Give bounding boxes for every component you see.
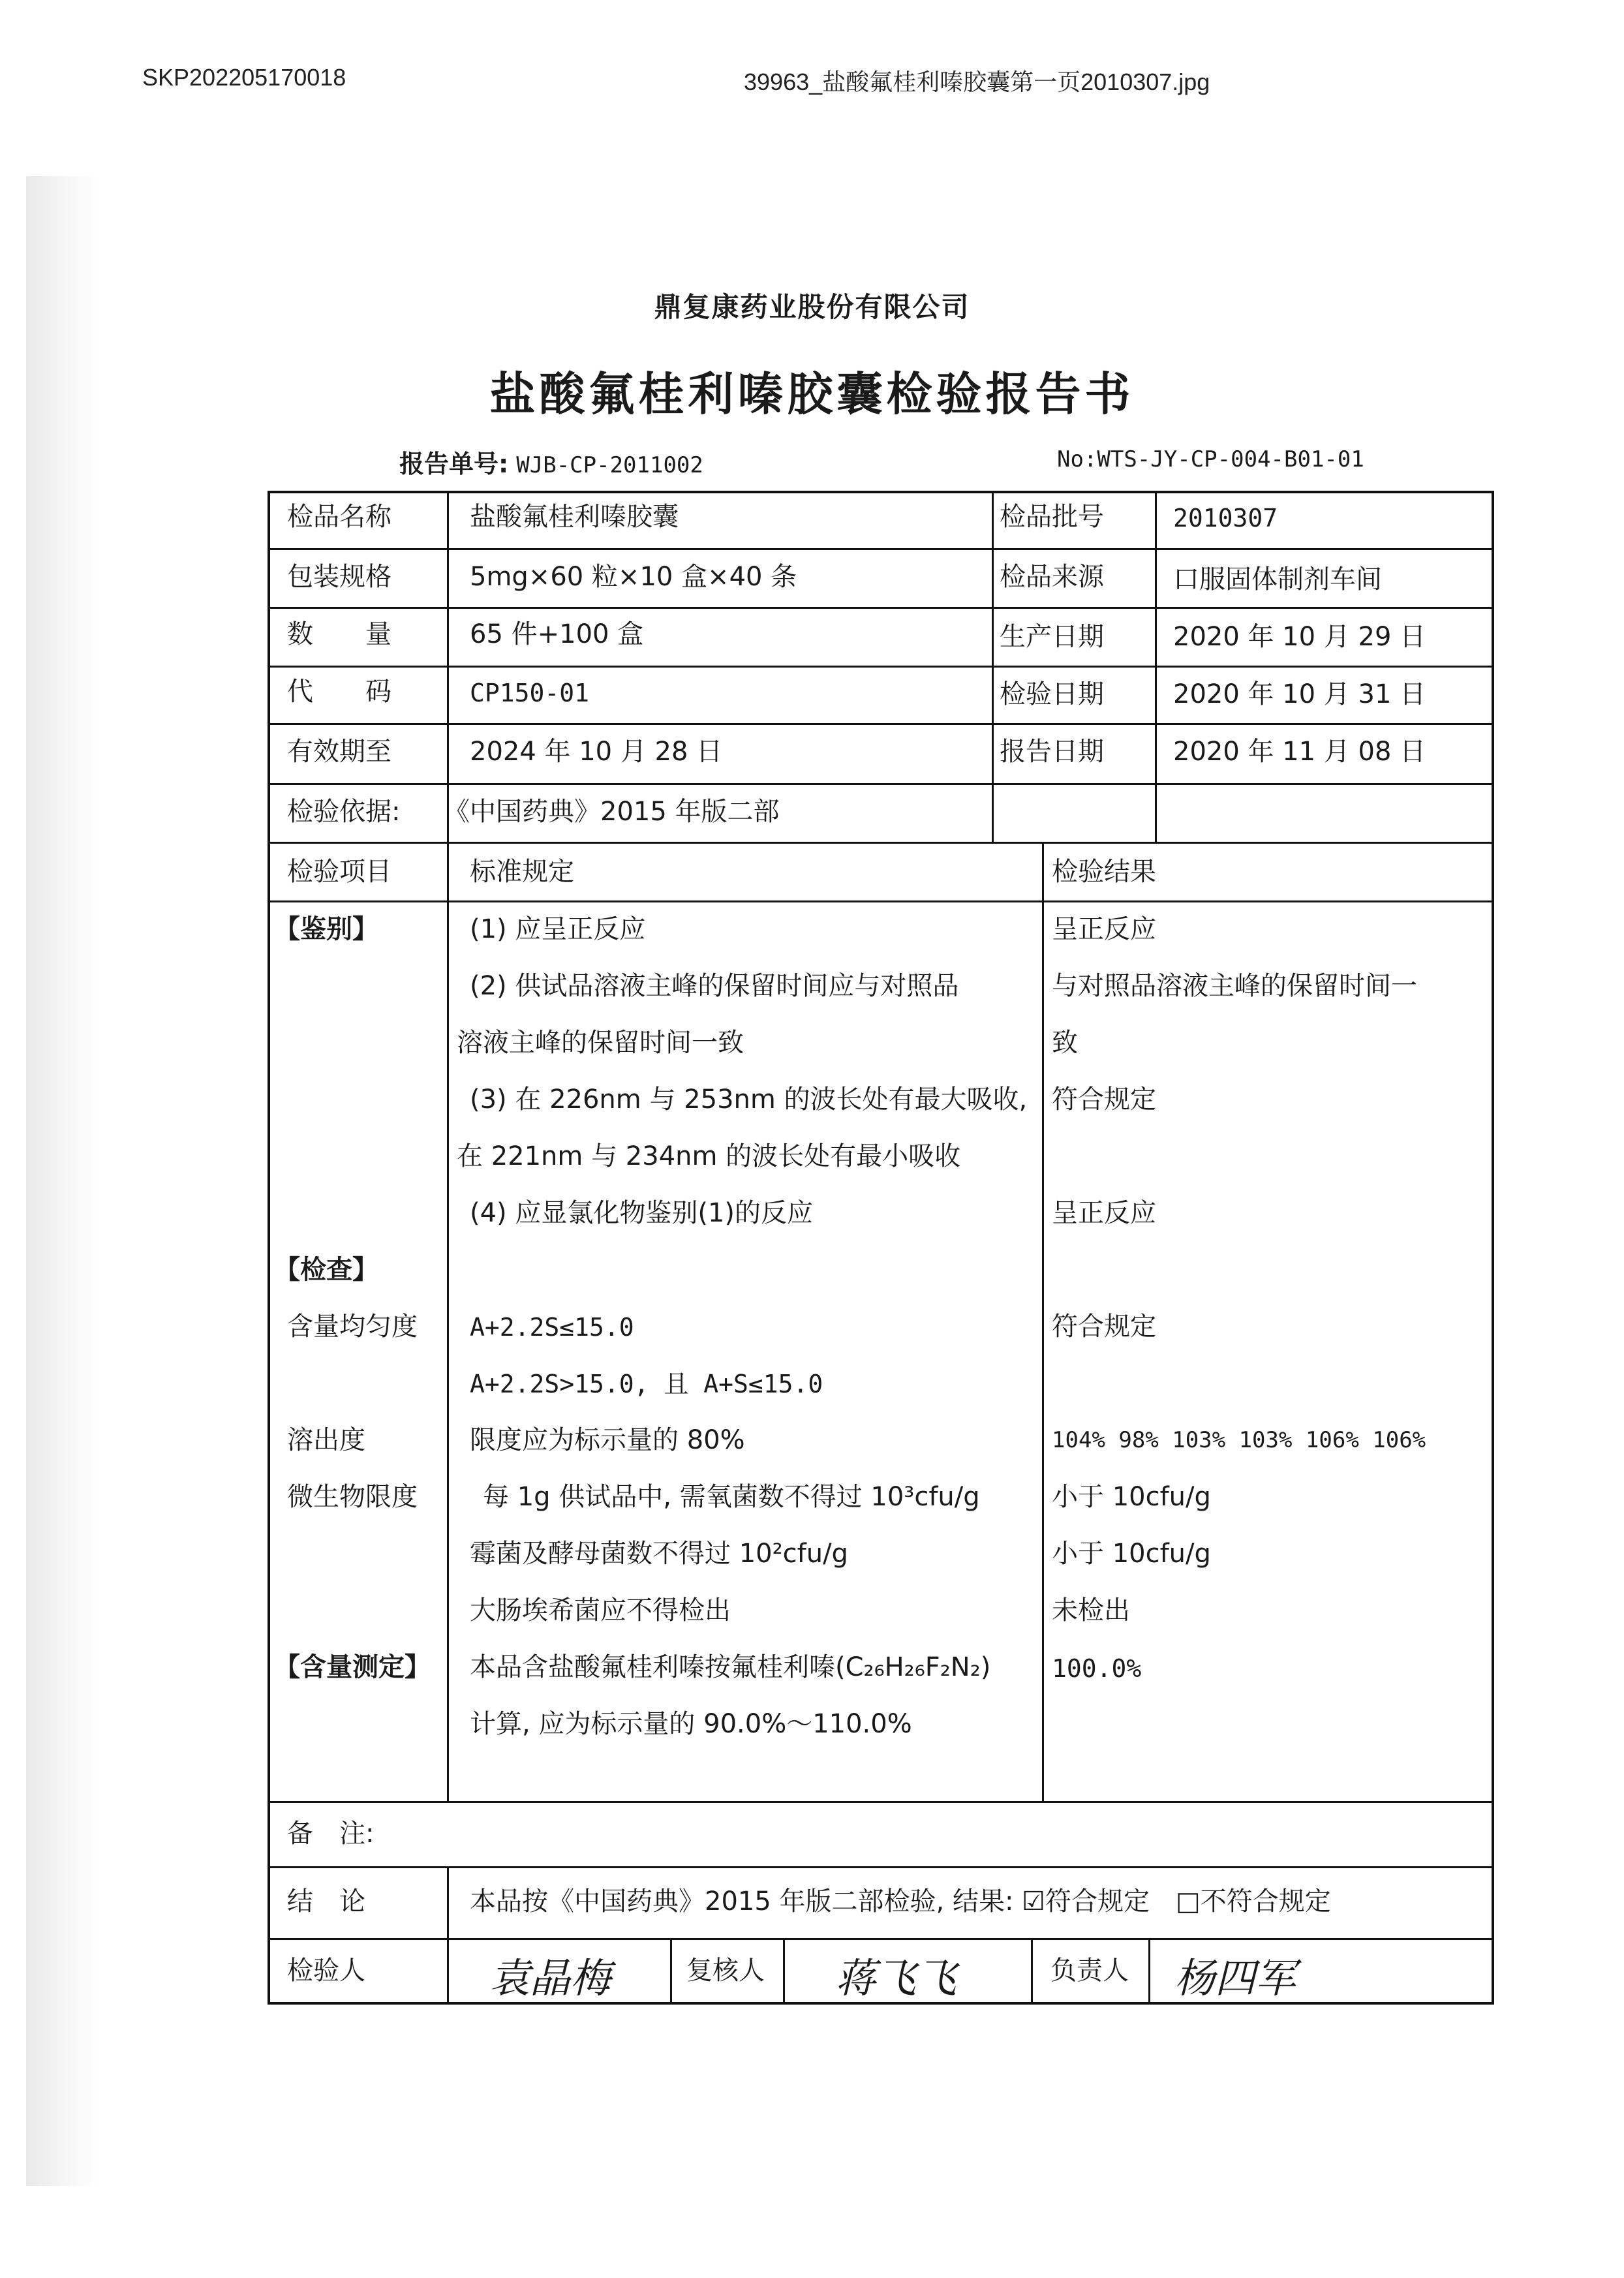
identification-std-4: (4) 应显氯化物鉴别(1)的反应	[470, 1198, 814, 1228]
production-date-value: 2020 年 10 月 29 日	[1173, 622, 1426, 652]
rule	[447, 842, 449, 1801]
dissolution-result: 104% 98% 103% 103% 106% 106%	[1052, 1427, 1426, 1453]
report-number-value: WJB-CP-2011002	[516, 452, 703, 478]
microbial-result-2: 小于 10cfu/g	[1052, 1539, 1211, 1569]
assay-label: 【含量测定】	[274, 1652, 431, 1682]
identification-result-2a: 与对照品溶液主峰的保留时间一	[1052, 971, 1417, 1001]
batch-no-label: 检品批号	[1000, 502, 1104, 532]
production-date-label: 生产日期	[1000, 622, 1104, 652]
checks-label: 【检查】	[274, 1255, 378, 1285]
rule	[268, 607, 1494, 609]
report-date-value: 2020 年 11 月 08 日	[1173, 737, 1426, 767]
uniformity-std-2: A+2.2S>15.0, 且 A+S≤15.0	[470, 1370, 823, 1398]
rule	[447, 1866, 449, 2005]
uniformity-result: 符合规定	[1052, 1312, 1156, 1342]
responsible-label: 负责人	[1050, 1956, 1129, 1986]
rule	[268, 783, 1494, 785]
product-name-value: 盐酸氟桂利嗪胶囊	[470, 502, 679, 532]
assay-result: 100.0%	[1052, 1654, 1142, 1683]
rule	[1148, 1938, 1150, 2005]
identification-label: 【鉴别】	[274, 914, 378, 944]
microbial-result-3: 未检出	[1052, 1595, 1130, 1625]
expiry-label: 有效期至	[287, 737, 391, 767]
basis-value: 《中国药典》2015 年版二部	[444, 797, 780, 827]
reviewer-label: 复核人	[686, 1956, 765, 1986]
rule	[447, 491, 449, 842]
identification-std-1: (1) 应呈正反应	[470, 914, 646, 944]
microbial-std-3: 大肠埃希菌应不得检出	[470, 1595, 731, 1625]
form-number-value: WTS-JY-CP-004-B01-01	[1097, 446, 1364, 472]
rule	[268, 1938, 1494, 1940]
expiry-value: 2024 年 10 月 28 日	[470, 737, 723, 767]
rule	[992, 491, 994, 842]
rule	[670, 1938, 672, 2005]
identification-std-2b: 溶液主峰的保留时间一致	[457, 1028, 744, 1058]
package-label: 包装规格	[287, 562, 391, 592]
microbial-std-2: 霉菌及酵母菌数不得过 10²cfu/g	[470, 1539, 848, 1569]
file-id: SKP202205170018	[142, 64, 346, 91]
inspection-date-label: 检验日期	[1000, 679, 1104, 709]
identification-result-1: 呈正反应	[1052, 914, 1156, 944]
form-number-label: No:	[1057, 446, 1097, 472]
report-number	[399, 444, 703, 480]
identification-result-2b: 致	[1052, 1028, 1078, 1058]
product-name-label: 检品名称	[287, 502, 391, 532]
report-table	[268, 491, 1494, 2005]
rule	[268, 842, 1494, 844]
inspection-date-value: 2020 年 10 月 31 日	[1173, 679, 1426, 709]
reviewer-signature: 蒋飞飞	[835, 1954, 957, 2002]
source-value: 口服固体制剂车间	[1173, 564, 1382, 594]
batch-no-value: 2010307	[1173, 504, 1278, 532]
source-label: 检品来源	[1000, 562, 1104, 592]
report-number-label: 报告单号:	[399, 450, 509, 478]
assay-std-1: 本品含盐酸氟桂利嗪按氟桂利嗪(C₂₆H₂₆F₂N₂)	[470, 1652, 991, 1682]
identification-std-2a: (2) 供试品溶液主峰的保留时间应与对照品	[470, 971, 959, 1001]
report-title: 盐酸氟桂利嗪胶囊检验报告书	[489, 367, 1135, 421]
column-standard: 标准规定	[470, 857, 574, 887]
uniformity-std-1: A+2.2S≤15.0	[470, 1313, 634, 1342]
report-date-label: 报告日期	[1000, 737, 1104, 767]
identification-result-4: 呈正反应	[1052, 1198, 1156, 1228]
quantity-label: 数 量	[287, 619, 391, 649]
code-label: 代 码	[287, 677, 391, 707]
package-value: 5mg×60 粒×10 盒×40 条	[470, 562, 797, 592]
dissolution-label: 溶出度	[287, 1425, 365, 1455]
code-value: CP150-01	[470, 679, 590, 707]
uniformity-label: 含量均匀度	[287, 1312, 418, 1342]
company-name: 鼎复康药业股份有限公司	[654, 291, 970, 323]
microbial-std-1: 每 1g 供试品中, 需氧菌数不得过 10³cfu/g	[483, 1482, 980, 1512]
scan-edge-shadow	[26, 176, 98, 2186]
rule	[1031, 1938, 1033, 2005]
rule	[1042, 842, 1044, 1801]
rule	[268, 666, 1494, 668]
conclusion-label: 结 论	[287, 1886, 365, 1916]
rule	[268, 900, 1494, 902]
dissolution-std: 限度应为标示量的 80%	[470, 1425, 745, 1455]
microbial-label: 微生物限度	[287, 1482, 418, 1512]
identification-result-3: 符合规定	[1052, 1085, 1156, 1115]
identification-std-3b: 在 221nm 与 234nm 的波长处有最小吸收	[457, 1141, 961, 1171]
rule	[783, 1938, 785, 2005]
form-number	[1057, 444, 1364, 472]
rule	[1155, 491, 1157, 842]
remarks-label: 备 注:	[287, 1819, 375, 1849]
file-name: 39963_盐酸氟桂利嗪胶囊第一页2010307.jpg	[744, 69, 1210, 95]
assay-std-2: 计算, 应为标示量的 90.0%～110.0%	[470, 1709, 912, 1739]
rule	[268, 548, 1494, 550]
rule	[268, 723, 1494, 725]
inspector-signature: 袁晶梅	[489, 1954, 611, 2002]
column-result: 检验结果	[1052, 857, 1156, 887]
basis-label: 检验依据:	[287, 797, 401, 827]
microbial-result-1: 小于 10cfu/g	[1052, 1482, 1211, 1512]
rule	[268, 1801, 1494, 1803]
rule	[268, 1866, 1494, 1868]
column-item: 检验项目	[287, 857, 391, 887]
responsible-signature: 杨四军	[1174, 1954, 1296, 2002]
inspector-label: 检验人	[287, 1956, 365, 1986]
quantity-value: 65 件+100 盒	[470, 619, 644, 649]
conclusion-text: 本品按《中国药典》2015 年版二部检验, 结果: ☑符合规定 □不符合规定	[470, 1886, 1331, 1916]
identification-std-3a: (3) 在 226nm 与 253nm 的波长处有最大吸收,	[470, 1085, 1028, 1115]
